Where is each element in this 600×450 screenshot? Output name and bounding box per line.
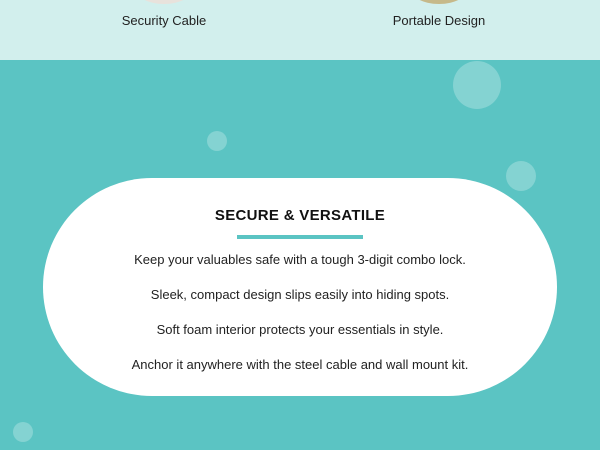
feature-label: Security Cable: [121, 13, 207, 28]
card-title: SECURE & VERSATILE: [214, 207, 386, 224]
info-card: [43, 178, 557, 396]
list-item: Sleek, compact design slips easily into hiding spots.: [150, 287, 450, 302]
feature-list: [43, 252, 557, 392]
feature-band: [0, 0, 600, 60]
feature-label: Portable Design: [392, 13, 486, 28]
portable-design-image: [409, 0, 469, 4]
list-item: Anchor it anywhere with the steel cable and wall mount kit.: [131, 357, 469, 372]
feature-security-cable: [64, 0, 264, 60]
decorative-bubble: [506, 161, 536, 191]
decorative-bubble: [207, 131, 227, 151]
security-cable-image: [134, 0, 194, 4]
title-underline: [237, 235, 363, 239]
decorative-bubble: [453, 61, 501, 109]
decorative-bubble: [13, 422, 33, 442]
feature-portable-design: [339, 0, 539, 60]
list-item: Keep your valuables safe with a tough 3-digit combo lock.: [134, 252, 466, 267]
list-item: Soft foam interior protects your essentials in style.: [156, 322, 444, 337]
